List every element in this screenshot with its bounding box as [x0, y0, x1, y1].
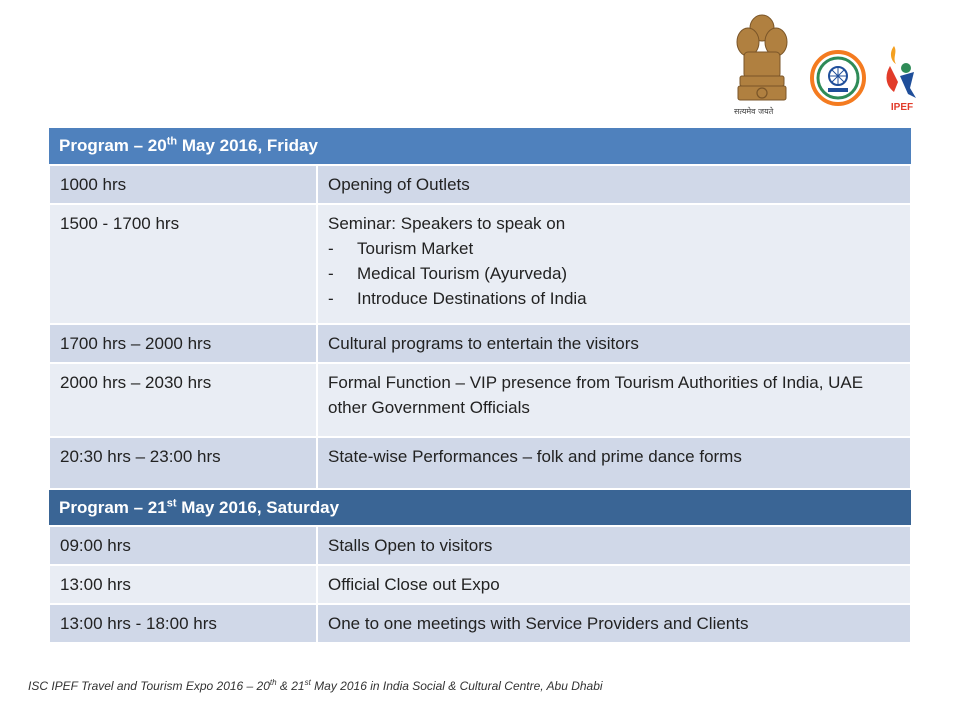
activity-cell: State-wise Performances – folk and prime dance forms — [317, 437, 911, 489]
list-item: - Introduce Destinations of India — [328, 286, 900, 311]
ipef-logo — [880, 42, 924, 114]
day1-header: Program – 20th May 2016, Friday — [49, 128, 911, 165]
time-cell: 1500 - 1700 hrs — [49, 204, 317, 324]
footer-caption: ISC IPEF Travel and Tourism Expo 2016 – 20th & 21st May 2016 in India Social & Cultural Centre, Abu Dhabi — [28, 678, 603, 693]
national-emblem-logo — [730, 12, 794, 120]
seminar-topics-list — [328, 236, 900, 311]
activity-cell: Cultural programs to entertain the visitors — [317, 324, 911, 363]
table-row — [49, 604, 911, 643]
emblem-motto: सत्यमेव जयते — [734, 107, 774, 116]
table-row — [49, 526, 911, 565]
activity-intro: Seminar: Speakers to speak on — [328, 214, 566, 233]
activity-cell: Opening of Outlets — [317, 165, 911, 204]
time-cell: 2000 hrs – 2030 hrs — [49, 363, 317, 437]
svg-text:IPEF: IPEF — [890, 102, 914, 113]
activity-cell — [317, 204, 911, 324]
table-row — [49, 437, 911, 489]
table-row — [49, 165, 911, 204]
list-item: - Medical Tourism (Ayurveda) — [328, 261, 900, 286]
day2-header-row — [49, 489, 911, 526]
activity-cell: Official Close out Expo — [317, 565, 911, 604]
activity-cell: Stalls Open to visitors — [317, 526, 911, 565]
table-row — [49, 565, 911, 604]
table-row — [49, 324, 911, 363]
activity-cell: One to one meetings with Service Providers and Clients — [317, 604, 911, 643]
list-item: - Tourism Market — [328, 236, 900, 261]
table-row — [49, 204, 911, 324]
time-cell: 20:30 hrs – 23:00 hrs — [49, 437, 317, 489]
time-cell: 1700 hrs – 2000 hrs — [49, 324, 317, 363]
activity-cell: Formal Function – VIP presence from Tourism Authorities of India, UAE other Government Officials — [317, 363, 911, 437]
day2-header: Program – 21st May 2016, Saturday — [49, 489, 911, 526]
time-cell: 13:00 hrs — [49, 565, 317, 604]
time-cell: 1000 hrs — [49, 165, 317, 204]
time-cell: 13:00 hrs - 18:00 hrs — [49, 604, 317, 643]
isc-logo — [810, 50, 866, 106]
program-schedule-table — [48, 128, 912, 644]
time-cell: 09:00 hrs — [49, 526, 317, 565]
day1-header-row — [49, 128, 911, 165]
table-row — [49, 363, 911, 437]
logo-bar — [730, 12, 960, 122]
